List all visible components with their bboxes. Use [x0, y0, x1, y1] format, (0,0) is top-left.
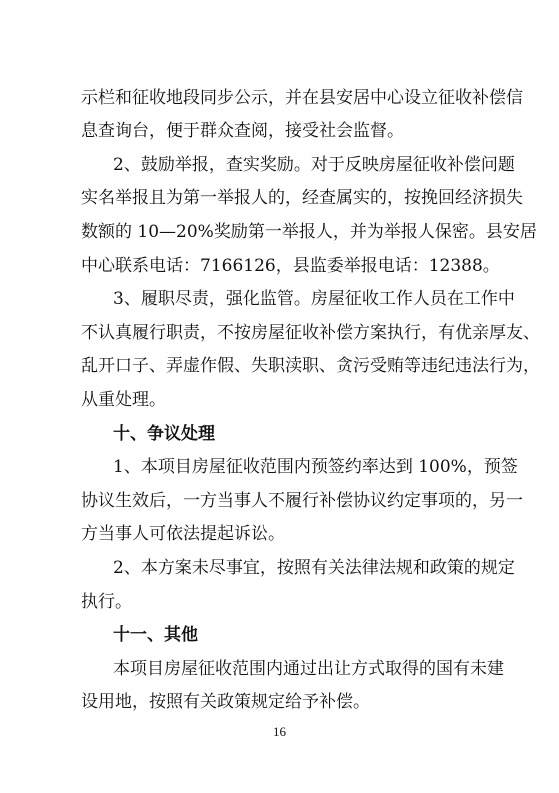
section-heading: 十一、其他 [113, 625, 198, 645]
body-line: 数额的 10—20%奖励第一举报人，并为举报人保密。县安居 [81, 222, 537, 242]
body-line: 乱开口子、弄虚作假、失职渎职、贪污受贿等违纪违法行为， [81, 356, 540, 376]
body-line: 执行。 [81, 592, 132, 612]
body-line: 示栏和征收地段同步公示，并在县安居中心设立征收补偿信 [81, 88, 523, 108]
page-number: 16 [273, 724, 286, 739]
body-line: 设用地，按照有关政策规定给予补偿。 [81, 692, 370, 712]
body-line: 3、履职尽责，强化监管。房屋征收工作人员在工作中 [113, 289, 515, 309]
body-line: 从重处理。 [81, 390, 166, 410]
body-line: 实名举报且为第一举报人的，经查属实的，按挽回经济损失 [81, 188, 523, 208]
body-line: 息查询台，便于群众查阅，接受社会监督。 [81, 121, 404, 141]
body-line: 2、本方案未尽事宜，按照有关法律法规和政策的规定 [113, 558, 515, 578]
body-line: 中心联系电话：7166126，县监委举报电话：12388。 [81, 256, 500, 276]
body-line: 2、鼓励举报，查实奖励。对于反映房屋征收补偿问题 [113, 155, 515, 175]
body-line: 协议生效后，一方当事人不履行补偿协议约定事项的，另一 [81, 491, 523, 511]
body-line: 不认真履行职责，不按房屋征收补偿方案执行，有优亲厚友、 [81, 323, 540, 343]
body-line: 本项目房屋征收范围内通过出让方式取得的国有未建 [113, 659, 504, 679]
body-line: 1、本项目房屋征收范围内预签约率达到 100%，预签 [113, 457, 518, 477]
section-heading: 十、争议处理 [113, 424, 215, 444]
body-line: 方当事人可依法提起诉讼。 [81, 524, 285, 544]
